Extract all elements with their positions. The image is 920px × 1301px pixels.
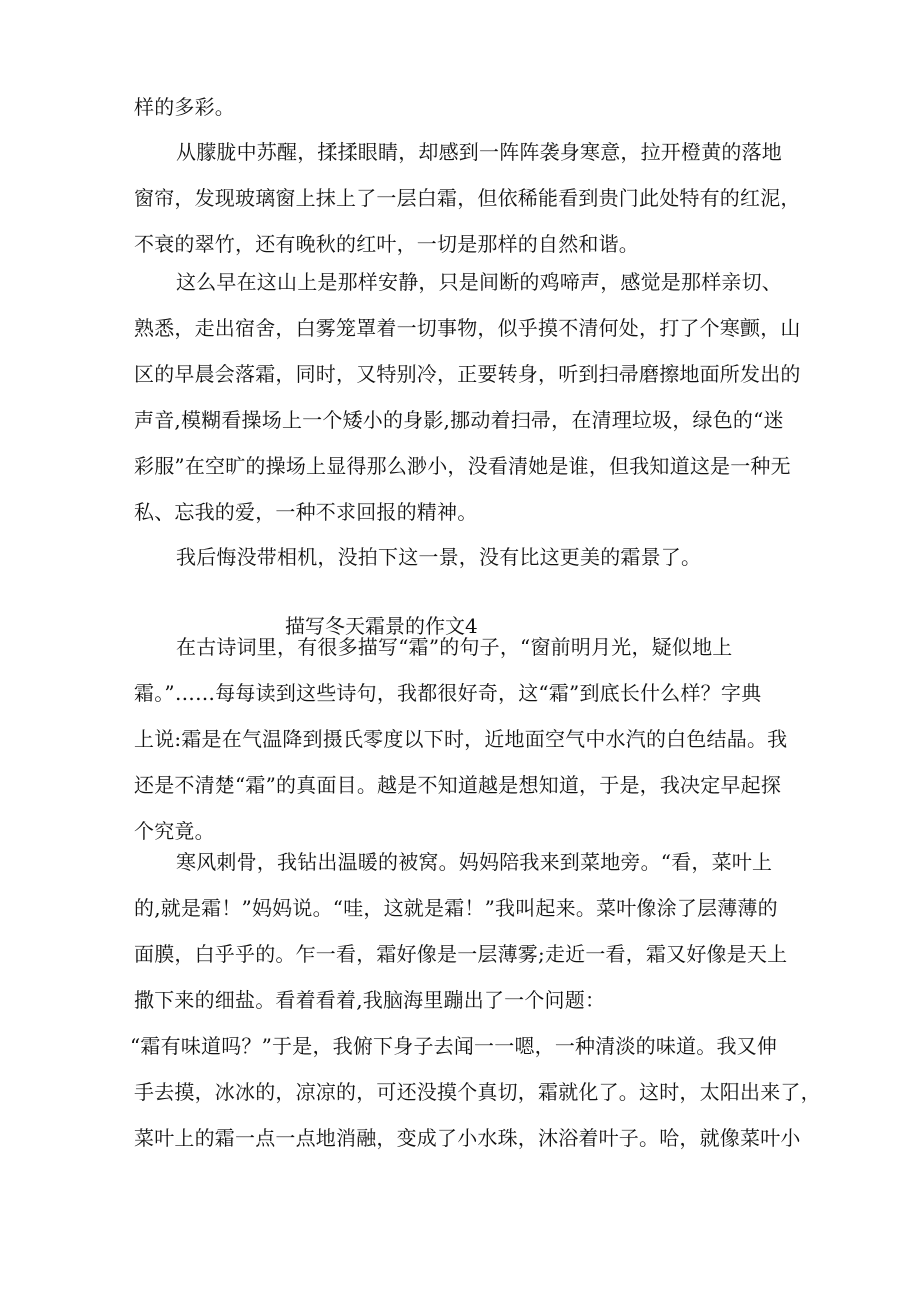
text-line: “霜有味道吗？”于是，我俯下身子去闻一一嗯，一种清淡的味道。我又伸	[130, 1034, 778, 1058]
text-line: 霜。”……每每读到这些诗句，我都很好奇，这“霜”到底长什么样？字典	[134, 681, 762, 705]
text-line: 样的多彩。	[134, 95, 235, 119]
text-line: 熟悉，走出宿舍，白雾笼罩着一切事物，似乎摸不清何处，打了个寒颤，山	[134, 316, 801, 340]
text-line: 这么早在这山上是那样安静，只是间断的鸡啼声，感觉是那样亲切、	[176, 270, 782, 294]
text-line: 寒风刺骨，我钻出温暖的被窝。妈妈陪我来到菜地旁。“看，菜叶上	[176, 850, 773, 874]
text-line: 菜叶上的霜一点一点地消融，变成了小水珠，沐浴着叶子。哈，就像菜叶小	[134, 1126, 801, 1150]
text-line: 窗帘，发现玻璃窗上抹上了一层白霜，但依稀能看到贵门此处特有的红泥，	[134, 186, 801, 210]
text-line: 彩服”在空旷的操场上显得那么渺小，没看清她是谁，但我知道这是一种无	[134, 454, 791, 478]
text-line: 私、忘我的爱，一种不求回报的精神。	[134, 500, 478, 524]
text-line: 还是不清楚“霜”的真面目。越是不知道越是想知道，于是，我决定早起探	[134, 773, 782, 797]
text-line: 不衰的翠竹，还有晚秋的红叶，一切是那样的自然和谐。	[134, 232, 639, 256]
text-line: 在古诗词里，有很多描写“霜”的句子，“窗前明月光，疑似地上	[176, 635, 733, 659]
text-line: 从朦胧中苏醒，揉揉眼睛，却感到一阵阵袭身寒意，拉开橙黄的落地	[176, 140, 782, 164]
text-line: 区的早晨会落霜，同时，又特别冷，正要转身，听到扫帚磨擦地面所发出的	[134, 362, 801, 386]
section-title: 描写冬天霜景的作文4	[285, 614, 478, 638]
text-line: 手去摸，冰冰的，凉凉的，可还没摸个真切，霜就化了。这时，太阳出来了，	[134, 1080, 821, 1104]
text-line: 我后悔没带相机，没拍下这一景，没有比这更美的霜景了。	[176, 545, 702, 569]
text-line: 撒下来的细盐。看着看着,我脑海里蹦出了一个问题：	[134, 988, 606, 1012]
text-line: 个究竟。	[134, 819, 215, 843]
text-line: 面膜，白乎乎的。乍一看，霜好像是一层薄雾;走近一看，霜又好像是天上	[134, 942, 788, 966]
text-line: 声音,模糊看操场上一个矮小的身影,挪动着扫帚，在清理垃圾，绿色的“迷	[134, 408, 784, 432]
text-line: 的,就是霜！”妈妈说。“哇，这就是霜！”我叫起来。菜叶像涂了层薄薄的	[134, 896, 778, 920]
text-line: 上说:霜是在气温降到摄氏零度以下时，近地面空气中水汽的白色结晶。我	[134, 727, 788, 751]
